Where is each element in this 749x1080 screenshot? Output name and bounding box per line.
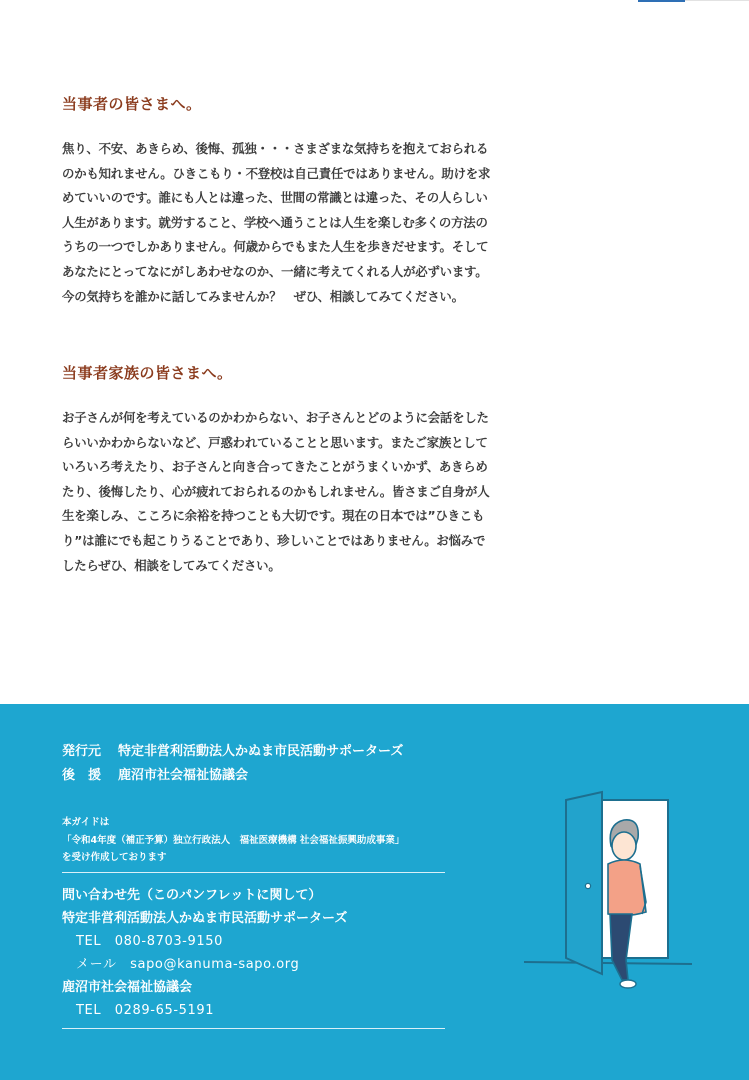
contact-block xyxy=(62,884,347,1022)
section-patient-heading: 当事者の皆さまへ。 xyxy=(62,95,202,113)
footer xyxy=(0,704,749,1080)
top-accent-bar xyxy=(638,0,685,2)
grant-note xyxy=(62,814,404,867)
support-label: 後 援 xyxy=(62,768,102,783)
footer-divider-bottom xyxy=(62,1028,445,1029)
section-patient xyxy=(62,93,492,309)
support-name: 鹿沼市社会福祉協議会 xyxy=(118,768,249,783)
person-face xyxy=(612,832,636,860)
grant-note-line2: 「令和4年度（補正予算）独立行政法人 福祉医療機構 社会福祉振興助成事業」 xyxy=(62,834,405,846)
org2-name: 鹿沼市社会福祉協議会 xyxy=(62,980,193,995)
contact-title: 問い合わせ先（このパンフレットに関して） xyxy=(62,888,322,903)
org1-tel: TEL 080-8703-9150 xyxy=(76,934,223,949)
top-divider-line xyxy=(685,0,749,1)
section-family-body: お子さんが何を考えているのかわからない、お子さんとどのように会話をしたらいいかわからないなど、戸惑われていることと思います。またご家族としていろいろ考えたり、お子さんと向き合ってきたことがうまくいかず、あきらめたり、後悔したり、心が疲れておられるのかもしれません。皆さまご自身が人生を楽しみ、こころに余裕を持つことも大切です。現在の日本では”ひきこもり”は誰にでも起こりうることであり、珍しいことではありません。お悩みでしたらぜひ、相談をしてみてください。 xyxy=(62,410,490,573)
grant-note-line1: 本ガイドは xyxy=(62,817,110,828)
open-door xyxy=(566,792,602,974)
floor-line xyxy=(524,962,692,964)
publisher-label: 発行元 xyxy=(62,744,102,759)
publisher-name: 特定非営利活動法人かぬま市民活動サポーターズ xyxy=(118,744,404,759)
org1-name: 特定非営利活動法人かぬま市民活動サポーターズ xyxy=(62,911,348,926)
publisher-block xyxy=(62,740,403,788)
door-person-illustration xyxy=(522,790,694,1000)
door-knob xyxy=(585,883,590,888)
section-patient-body: 焦り、不安、あきらめ、後悔、孤独・・・さまざまな気持ちを抱えておられるのかも知れません。ひきこもり・不登校は自己責任ではありません。助けを求めていいのです。誰にも人とは違った、世間の常識とは違った、その人らしい人生があります。就労すること、学校へ通うことは人生を楽しむ多くの方法のうちの一つでしかありません。何歳からでもまた人生を歩きだせます。そしてあなたにとってなにがしあわせなのか、一緒に考えてくれる人が必ずいます。今の気持ちを誰かに話してみませんか？ ぜひ、相談してみてください。 xyxy=(62,141,491,304)
org2-tel: TEL 0289-65-5191 xyxy=(76,1003,215,1018)
person-shoe xyxy=(620,980,636,988)
footer-divider-top xyxy=(62,872,445,873)
grant-note-line3: を受け作成しております xyxy=(62,852,167,863)
org1-mail: メール sapo@kanuma-sapo.org xyxy=(76,957,300,972)
section-family-heading: 当事者家族の皆さまへ。 xyxy=(62,364,233,382)
section-family xyxy=(62,362,492,578)
